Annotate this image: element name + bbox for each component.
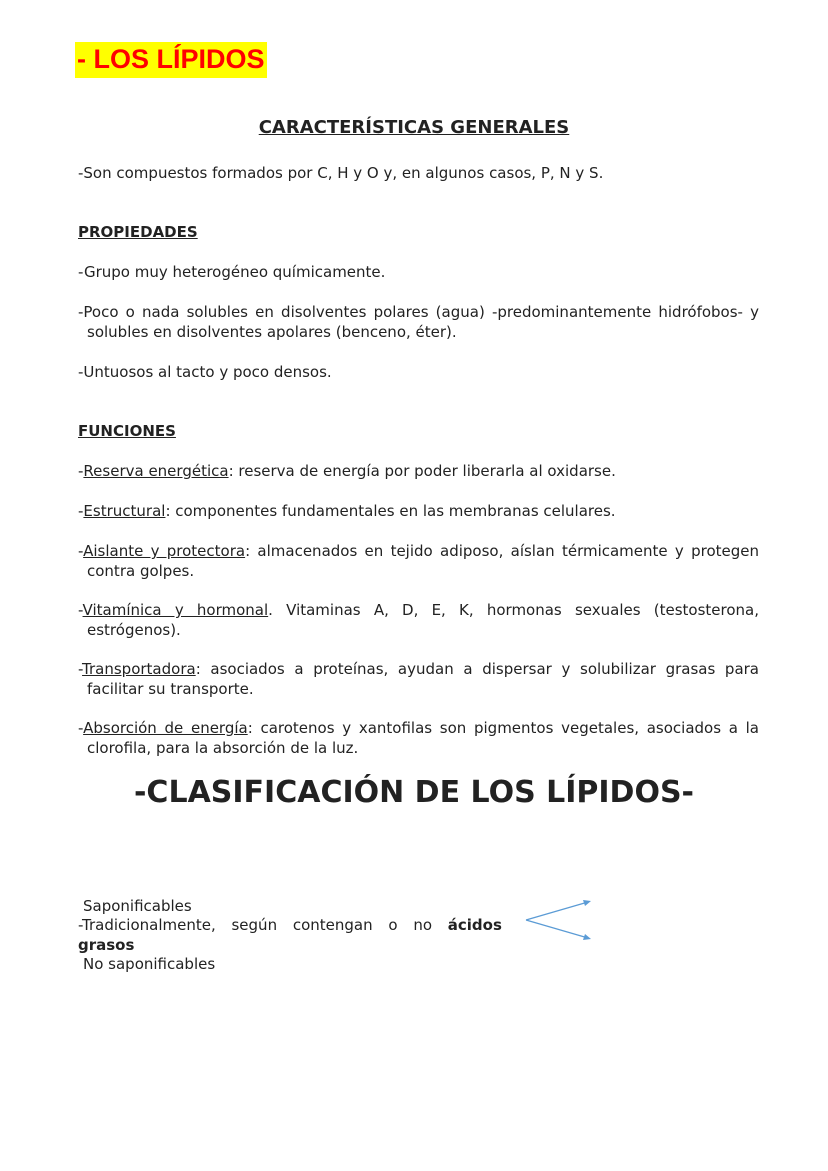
function-item xyxy=(78,541,759,581)
general-heading: CARACTERÍSTICAS GENERALES xyxy=(258,117,570,138)
function-prefix: - xyxy=(78,462,84,480)
branch-arrows xyxy=(520,895,600,945)
function-term: Transportadora xyxy=(82,660,196,678)
function-term: Vitamínica y hormonal xyxy=(82,601,269,619)
classification-criterion xyxy=(78,915,514,955)
criterion-bold: ácidos grasos xyxy=(78,916,502,954)
arrow-down-line xyxy=(526,920,588,938)
property-item-3: -Untuosos al tacto y poco densos. xyxy=(78,363,332,381)
function-text: : reserva de energía por poder liberarla al oxidarse. xyxy=(228,462,616,480)
function-text: : asociados a proteínas, ayudan a dispersar y solubilizar grasas para facilitar su transporte. xyxy=(87,660,759,698)
criterion-text: -Tradicionalmente, según contengan o no xyxy=(78,916,448,934)
function-term: Aislante y protectora xyxy=(83,542,246,560)
function-prefix: - xyxy=(78,542,84,560)
property-item-1: -Grupo muy heterogéneo químicamente. xyxy=(78,263,386,281)
property-item-2: -Poco o nada solubles en disolventes polares (agua) -predominantemente hidrófobos- y solubles en disolventes apolares (benceno, éter). xyxy=(78,303,759,341)
page-title: - LOS LÍPIDOS xyxy=(75,42,267,78)
function-item xyxy=(78,659,759,699)
composition-text: -Son compuestos formados por C, H y O y, en algunos casos, P, N y S. xyxy=(78,164,604,182)
function-prefix: - xyxy=(78,601,83,619)
arrow-up-line xyxy=(526,902,588,920)
functions-heading: FUNCIONES xyxy=(78,422,176,440)
function-prefix: - xyxy=(78,719,84,737)
function-text: . Vitaminas A, D, E, K, hormonas sexuales (testosterona, estrógenos). xyxy=(87,601,759,639)
function-text: : componentes fundamentales en las membranas celulares. xyxy=(165,502,616,520)
function-text: : almacenados en tejido adiposo, aíslan térmicamente y protegen contra golpes. xyxy=(87,542,759,580)
properties-heading: PROPIEDADES xyxy=(78,223,198,241)
function-term: Absorción de energía xyxy=(83,719,248,737)
function-item xyxy=(78,501,759,521)
function-term: Reserva energética xyxy=(83,462,229,480)
function-item xyxy=(78,461,759,481)
function-prefix: - xyxy=(78,502,84,520)
function-item xyxy=(78,718,759,758)
function-term: Estructural xyxy=(83,502,166,520)
function-item xyxy=(78,600,759,640)
function-prefix: - xyxy=(78,660,83,678)
classification-top-option: Saponificables xyxy=(83,897,192,915)
classification-bottom-option: No saponificables xyxy=(83,955,216,973)
function-text: : carotenos y xantofilas son pigmentos vegetales, asociados a la clorofila, para la absorción de la luz. xyxy=(87,719,759,757)
classification-heading: -CLASIFICACIÓN DE LOS LÍPIDOS- xyxy=(133,775,695,810)
arrow-up-head xyxy=(583,900,591,906)
arrow-down-head xyxy=(583,934,591,940)
